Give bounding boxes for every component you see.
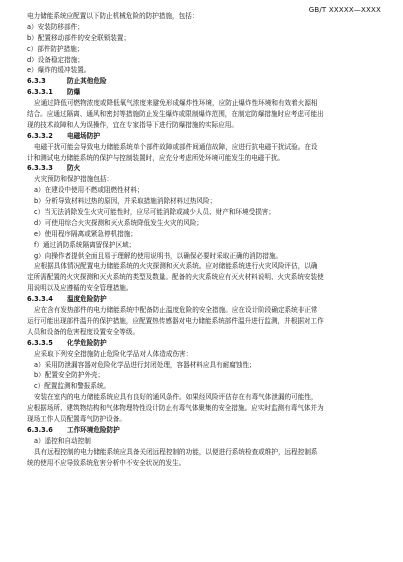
text-line: 结合。应通过隔离、通风和密封等措施防止发生爆炸或限制爆炸范围，在制定防爆措施时应考虑可能出: [27, 110, 324, 119]
text-line: a）安装防移部件；: [27, 22, 84, 31]
text-line: a）遥控和自动控制: [34, 436, 91, 445]
section-heading: [27, 294, 387, 305]
text-line: 电磁干扰可能会导致电力储能系统单个部件故障或部件间通信故障，应进行抗电磁干扰试验。在设: [34, 142, 318, 151]
text-line: b）分析导致材料过热的原因，并采取措施消除材料过热风险；: [34, 197, 217, 206]
section-title: 防爆: [67, 88, 81, 97]
text-line: 应根据具体情况配置电力储能系统的火灾探测和灭火系统。应对储能系统进行火灾风险评估，以确: [34, 262, 318, 271]
section-number: 6.3.3.5: [27, 338, 53, 347]
section-heading: [27, 425, 387, 436]
section-title: 温度危险防护: [67, 295, 107, 304]
text-line: f）通过消防系统隔离留保护区域；: [34, 240, 136, 249]
section-number: 6.3.3.3: [27, 164, 53, 173]
text-line: b）配置安全防护外壳；: [34, 371, 105, 380]
section-number: 6.3.3.2: [27, 131, 53, 140]
text-line: 电力储能系统应配置以下防止机械危险的防护措施，包括：: [27, 12, 199, 20]
standard-code: GB/T XXXXX—XXXX: [308, 6, 381, 14]
text-line: e）爆炸的缓冲装置。: [27, 66, 91, 75]
text-line: 火灾预防和保护措施包括：: [34, 175, 114, 184]
text-line: 现的技术故障和人为误操作，宜在专家指导下进行防爆措施的实际应用。: [27, 120, 238, 129]
text-line: a）采用防泄漏容器对危险化学品进行封闭处理，容器材料应具有耐腐蚀性；: [34, 360, 256, 369]
section-title: 防火: [67, 164, 81, 173]
text-line: g）向操作者提供全面且易于理解的使用说明书，以确保必要时采取正确的消防措施。: [34, 251, 283, 260]
section-heading: [27, 87, 387, 98]
section-title: 工作环境危险防护: [67, 425, 120, 434]
text-line: b）配置移动部件的安全联锁装置；: [27, 33, 131, 42]
section-heading: [27, 76, 387, 87]
section-number: 6.3.3.6: [27, 425, 53, 434]
text-line: e）使用程序隔离或紧急停机措施；: [34, 229, 137, 238]
text-line: 用说明以及应遵循的安全管理措施。: [27, 284, 133, 293]
text-line: 应采取下列安全措施防止危险化学品对人体造成伤害：: [34, 349, 193, 358]
document-body: [27, 11, 387, 468]
text-line: 安装在室内的电力储能系统应具有良好的通风条件。如果经风险评估存在有毒气体泄漏的可能性，: [34, 393, 318, 402]
section-number: 6.3.3: [27, 77, 46, 86]
text-line: 人员和设备的危害程度设置安全等级。: [27, 327, 140, 336]
section-number: 6.3.3.4: [27, 295, 53, 304]
text-line: a）在建设中使用不燃或阻燃性材料；: [34, 186, 144, 195]
text-line: 计和测试电力储能系统的保护与控制装置时，应充分考虑所处环境可能发生的电磁干扰。: [27, 153, 285, 162]
section-heading: [27, 338, 387, 349]
text-line: 统的使用不应导致系统危害分析中不安全状况的发生。: [27, 458, 186, 467]
text-line: 应通过降低可燃物浓度或降低氧气浓度来避免形成爆炸性环境，应防止爆炸性环境和有效着火源相: [34, 99, 318, 108]
text-line: c）配置监测和警报系统。: [34, 382, 111, 391]
text-line: 定所需配置的火灾探测和灭火系统的类型及数量。配备的火灾系统应有灭火材料说明、火灾系统安装使: [27, 273, 324, 282]
section-title: 电磁场防护: [67, 131, 100, 140]
section-title: 化学危险防护: [67, 338, 107, 347]
text-line: c）部件防护措施；: [27, 44, 84, 53]
section-heading: [27, 131, 387, 142]
text-line: 具有远程控制的电力储能系统应具备关闭远程控制的功能，以便进行系统检查或维护，远程控制系: [34, 447, 318, 456]
text-line: 应在含有发热部件的电力储能系统中配备防止温度危险的安全措施。应在设计阶段确定系统非正常: [34, 306, 318, 315]
text-line: 现场工作人员配置毒气防护设备。: [27, 414, 126, 423]
text-line: c）当无法消除发生火灾可能性时，应尽可能消除或减少人员、财产和环境受损害；: [34, 208, 275, 217]
text-line: d）设备稳定措施；: [27, 55, 84, 64]
text-line: 运行可能出现部件温升的保护措施，应配置热传感器对电力储能系统部件温升进行监测，并根据对工作: [27, 316, 324, 325]
text-line: d）可使用综合火灾探测和灭火系统降低发生火灾的风险；: [34, 218, 204, 227]
text-line: 应根据场所、建筑物结构和气体物理特性设计防止有毒气体聚集的安全措施。应实时监测有毒气体并为: [27, 404, 324, 413]
section-number: 6.3.3.1: [27, 88, 53, 97]
section-title: 防止其他危险: [67, 77, 107, 86]
section-heading: [27, 163, 387, 174]
